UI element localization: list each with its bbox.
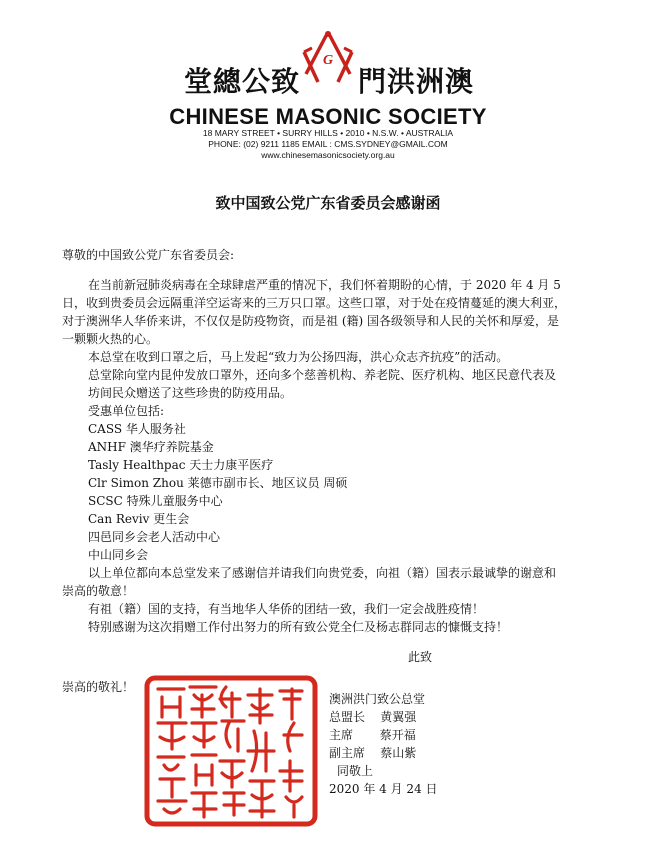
letterhead-chinese-right: 門洪洲澳 bbox=[358, 65, 475, 98]
recipient-item: SCSC 特殊儿童服务中心 bbox=[88, 494, 223, 508]
paragraph-4-line-1: 以上单位都向本总堂发来了感谢信并请我们向贵党委，向祖（籍）国表示最诚挚的谢意和 bbox=[88, 566, 557, 580]
closing: 此致 bbox=[408, 650, 433, 664]
recipient-item: CASS 华人服务社 bbox=[88, 422, 186, 436]
society-website: www.chinesemasonicsociety.org.au bbox=[261, 150, 395, 160]
signature-date: 2020 年 4 月 24 日 bbox=[329, 782, 438, 796]
paragraph-6: 特别感谢为这次捐赠工作付出努力的所有致公党全仁及杨志群同志的慷慨支持！ bbox=[88, 620, 509, 634]
masonic-emblem-icon bbox=[300, 30, 356, 90]
emblem-letter: G bbox=[322, 53, 334, 68]
signature-line: 主席 蔡开福 bbox=[329, 728, 416, 742]
letterhead-chinese-left: 堂總公致 bbox=[183, 65, 300, 98]
paragraph-1-line-3: 对于澳洲华人华侨来讲，不仅仅是防疫物资，而是祖 (籍) 国各级领导和人民的关怀和厚爱，是 bbox=[62, 314, 559, 328]
recipient-item: Tasly Healthpac 天士力康平医疗 bbox=[88, 458, 274, 472]
recipient-item: 四邑同乡会老人活动中心 bbox=[88, 530, 221, 544]
recipient-item: ANHF 澳华疗养院基金 bbox=[88, 440, 214, 454]
paragraph-2: 本总堂在收到口罩之后，马上发起“致力为公扬四海，洪心众志齐抗疫”的活动。 bbox=[88, 350, 509, 364]
paragraph-3-line-1: 总堂除向堂内昆仲发放口罩外，还向多个慈善机构、养老院、医疗机构、地区民意代表及 bbox=[88, 368, 557, 382]
paragraph-1-line-1: 在当前新冠肺炎病毒在全球肆虐严重的情况下，我们怀着期盼的心情，于 2020 年 4 月 5 bbox=[88, 278, 561, 292]
document-title: 致中国致公党广东省委员会感谢函 bbox=[215, 194, 441, 212]
recipient-item: 中山同乡会 bbox=[88, 548, 149, 562]
signature-org: 澳洲洪门致公总堂 bbox=[329, 692, 426, 706]
paragraph-5: 有祖（籍）国的支持，有当地华人华侨的团结一致，我们一定会战胜疫情！ bbox=[88, 602, 485, 616]
paragraph-3-line-2: 坊间民众赠送了这些珍贵的防疫用品。 bbox=[88, 386, 293, 400]
society-contact: PHONE: (02) 9211 1185 EMAIL : CMS.SYDNEY@GMAIL.COM bbox=[208, 139, 448, 149]
recipients-heading: 受惠单位包括: bbox=[88, 404, 165, 418]
paragraph-4-line-2: 崇高的敬意！ bbox=[62, 584, 135, 598]
society-name: CHINESE MASONIC SOCIETY bbox=[169, 104, 487, 129]
paragraph-1-line-2: 日，收到贵委员会远隔重洋空运寄来的三万只口罩。这些口罩，对于处在疫情蔓延的澳大利亚， bbox=[62, 296, 567, 310]
signature-submitted: 同敬上 bbox=[337, 764, 374, 778]
salute: 崇高的敬礼！ bbox=[62, 680, 135, 694]
signature-line: 总盟长 黄翼强 bbox=[329, 710, 417, 724]
paragraph-1-line-4: 一颗颗火热的心。 bbox=[62, 332, 159, 346]
society-address: 18 MARY STREET • SURRY HILLS • 2010 • N.S.W. • AUSTRALIA bbox=[202, 128, 454, 138]
recipient-item: Can Reviv 更生会 bbox=[88, 512, 190, 526]
greeting: 尊敬的中国致公党广东省委员会: bbox=[62, 248, 235, 262]
recipient-item: Clr Simon Zhou 莱德市副市长、地区议员 周硕 bbox=[88, 476, 348, 490]
seal-stamp-icon bbox=[144, 675, 318, 827]
signature-line: 副主席 蔡山紫 bbox=[329, 746, 417, 760]
